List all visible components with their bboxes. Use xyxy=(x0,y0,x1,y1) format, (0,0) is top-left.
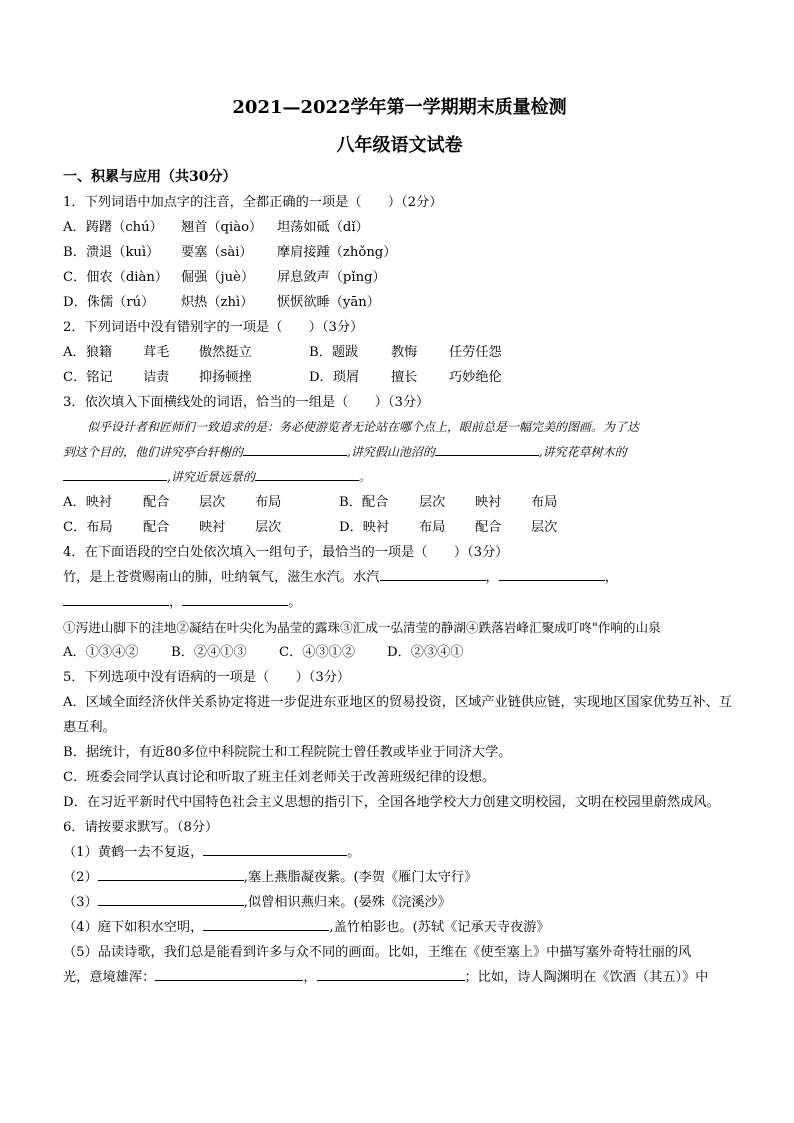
question-1-option-d xyxy=(63,290,736,315)
option-cell: 翘首（qiào） xyxy=(181,220,263,235)
option-cell: A．踌躇（chú） xyxy=(63,220,163,235)
option-cell: A．映衬 xyxy=(63,495,113,510)
question-4-passage-line xyxy=(63,565,736,590)
option-cell: 层次 xyxy=(199,495,226,510)
exam-subtitle: 八年级语文试卷 xyxy=(336,135,463,156)
option-cell: C．④③①② xyxy=(279,645,356,660)
poem-text: （1）黄鹤一去不复返， xyxy=(63,845,204,860)
question-2-options-ab xyxy=(63,340,736,365)
option-cell: 茸毛 xyxy=(143,345,170,360)
passage-text: ,讲究近景远景的 xyxy=(167,470,255,484)
option-cell: 擅长 xyxy=(391,370,418,385)
question-1-option-a xyxy=(63,215,736,240)
option-cell: 层次 xyxy=(255,520,282,535)
option-cell: 要塞（sài） xyxy=(181,245,253,260)
option-cell: 诘责 xyxy=(143,370,170,385)
option-cell: 炽热（zhì） xyxy=(181,295,254,310)
poem-text: 光，意境雄浑： xyxy=(63,970,156,985)
question-6-line-5: （5）品读诗歌，我们总是能看到许多与众不同的画面。比如，王维在《使至塞上》中描写塞外奇特壮丽的风 xyxy=(63,945,692,960)
passage-text: ,讲究花草树木的 xyxy=(538,445,627,459)
question-5-stem: 5．下列选项中没有语病的一项是（ ）（3分） xyxy=(63,670,351,685)
option-cell: 教悔 xyxy=(391,345,418,360)
question-4-options xyxy=(63,640,736,665)
exam-title: 2021—2022学年第一学期期末质量检测 xyxy=(232,97,567,118)
fill-blank[interactable] xyxy=(435,441,539,456)
comma: ， xyxy=(604,570,618,585)
option-cell: D．②③④① xyxy=(387,645,464,660)
option-cell: C．铭记 xyxy=(63,370,113,385)
question-5-option-c: C．班委会同学认真讨论和听取了班主任刘老师关于改善班级纪律的设想。 xyxy=(63,770,496,785)
passage-text: 竹，是上苍赏赐南山的肺，吐纳氧气，滋生水汽。水汽 xyxy=(63,570,380,585)
option-cell: A．狼籍 xyxy=(63,345,113,360)
fill-blank[interactable] xyxy=(63,591,169,606)
section-heading: 一、积累与应用（共30分） xyxy=(63,169,237,185)
question-6-stem: 6．请按要求默写。（8分） xyxy=(63,820,219,835)
fill-blank[interactable] xyxy=(499,566,605,581)
fill-blank[interactable] xyxy=(203,916,329,931)
passage-text: ,讲究假山池沼的 xyxy=(347,445,435,459)
option-cell: B．配合 xyxy=(339,495,389,510)
option-cell: C．布局 xyxy=(63,520,113,535)
option-cell: 配合 xyxy=(143,520,170,535)
question-4-sentences: ①泻进山脚下的洼地②凝结在叶尖化为晶莹的露珠③汇成一弘清莹的静湖④跌落岩峰汇聚成叮咚"作响的山泉 xyxy=(63,620,661,635)
question-5-option-b: B．据统计，有近80多位中科院院士和工程院院士曾任教或毕业于同济大学。 xyxy=(63,745,512,760)
option-cell: D．琐屑 xyxy=(309,370,360,385)
passage-line: 似乎设计者和匠师们一致追求的是：务必使游览者无论站在哪个点上，眼前总是一幅完美的图画。为了达 xyxy=(87,420,640,434)
fill-blank[interactable] xyxy=(155,966,303,981)
question-6-line-1 xyxy=(63,840,736,865)
option-cell: 巧妙绝伦 xyxy=(449,370,502,385)
period: 。 xyxy=(288,595,302,610)
option-cell: 映衬 xyxy=(199,520,226,535)
question-6-line-3 xyxy=(63,890,736,915)
question-1-stem: 1．下列词语中加点字的注音，全都正确的一项是（ ）（2分） xyxy=(63,195,443,210)
passage-text: 到这个目的，他们讲究亭台轩榭的 xyxy=(63,445,244,459)
option-cell: B．题跋 xyxy=(309,345,359,360)
poem-text: ,盖竹柏影也。(苏轼《记承天寺夜游》 xyxy=(329,920,550,935)
option-cell: 布局 xyxy=(419,520,446,535)
poem-text: ,塞上燕脂凝夜紫。(李贺《雁门太守行》 xyxy=(243,870,478,885)
option-cell: 傲然挺立 xyxy=(199,345,252,360)
option-cell: 层次 xyxy=(531,520,558,535)
question-3-passage xyxy=(63,415,736,490)
poem-text: （2） xyxy=(63,870,98,885)
option-cell: B．溃退（kuì） xyxy=(63,245,160,260)
option-cell: 坦荡如砥（dǐ） xyxy=(277,220,369,235)
fill-blank[interactable] xyxy=(98,866,244,881)
fill-blank[interactable] xyxy=(243,441,347,456)
option-cell: 配合 xyxy=(475,520,502,535)
fill-blank[interactable] xyxy=(255,466,359,481)
question-3-options-cd xyxy=(63,515,736,540)
comma: ， xyxy=(485,570,499,585)
option-cell: 布局 xyxy=(531,495,558,510)
passage-line xyxy=(63,465,736,490)
question-3-options-ab xyxy=(63,490,736,515)
question-1-option-c xyxy=(63,265,736,290)
option-cell: 层次 xyxy=(419,495,446,510)
poem-text: （4）庭下如积水空明， xyxy=(63,920,204,935)
option-cell: 任劳任怨 xyxy=(449,345,502,360)
option-cell: 恹恹欲睡（yān） xyxy=(277,295,380,310)
poem-text: ,似曾相识燕归来。(晏殊《浣溪沙》 xyxy=(243,895,451,910)
question-6-line-6 xyxy=(63,965,736,990)
fill-blank[interactable] xyxy=(63,466,167,481)
option-cell: 配合 xyxy=(143,495,170,510)
fill-blank[interactable] xyxy=(182,591,288,606)
poem-text: （3） xyxy=(63,895,98,910)
passage-text: 。 xyxy=(358,470,371,484)
option-cell: 抑扬顿挫 xyxy=(199,370,252,385)
option-cell: C．佃农（diàn） xyxy=(63,270,169,285)
comma: ， xyxy=(169,595,183,610)
question-1-option-b xyxy=(63,240,736,265)
passage-line xyxy=(63,440,736,465)
question-3-stem: 3．依次填入下面横线处的词语，恰当的一组是（ ）（3分） xyxy=(63,395,430,410)
question-5-option-a: A．区域全面经济伙伴关系协定将进一步促进东亚地区的贸易投资，区域产业链供应链，实现地区国家优势互补、互惠互利。 xyxy=(63,695,732,735)
poem-text: 。 xyxy=(347,845,361,860)
question-6-line-2 xyxy=(63,865,736,890)
poem-text: ， xyxy=(303,970,317,985)
option-cell: D．映衬 xyxy=(339,520,390,535)
option-cell: 倔强（juè） xyxy=(181,270,255,285)
fill-blank[interactable] xyxy=(98,891,244,906)
question-5-option-d: D．在习近平新时代中国特色社会主义思想的指引下，全国各地学校大力创建文明校园，文明在校园里蔚然成风。 xyxy=(63,795,720,810)
question-6-line-4 xyxy=(63,915,736,940)
fill-blank[interactable] xyxy=(317,966,465,981)
question-2-options-cd xyxy=(63,365,736,390)
fill-blank[interactable] xyxy=(380,566,486,581)
option-cell: 屏息敛声（pǐng） xyxy=(277,270,386,285)
question-4-stem: 4．在下面语段的空白处依次填入一组句子，最恰当的一项是（ ）（3分） xyxy=(63,545,509,560)
option-cell: 映衬 xyxy=(475,495,502,510)
option-cell: 布局 xyxy=(255,495,282,510)
poem-text: ；比如，诗人陶渊明在《饮酒（其五）》中 xyxy=(464,970,709,985)
question-4-passage-line xyxy=(63,590,736,615)
question-2-stem: 2．下列词语中没有错别字的一项是（ ）（3分） xyxy=(63,320,364,335)
option-cell: A．①③④② xyxy=(63,645,139,660)
option-cell: D．侏儒（rú） xyxy=(63,295,155,310)
fill-blank[interactable] xyxy=(203,841,347,856)
option-cell: 摩肩接踵（zhǒng） xyxy=(277,245,397,260)
option-cell: B．②④①③ xyxy=(171,645,247,660)
